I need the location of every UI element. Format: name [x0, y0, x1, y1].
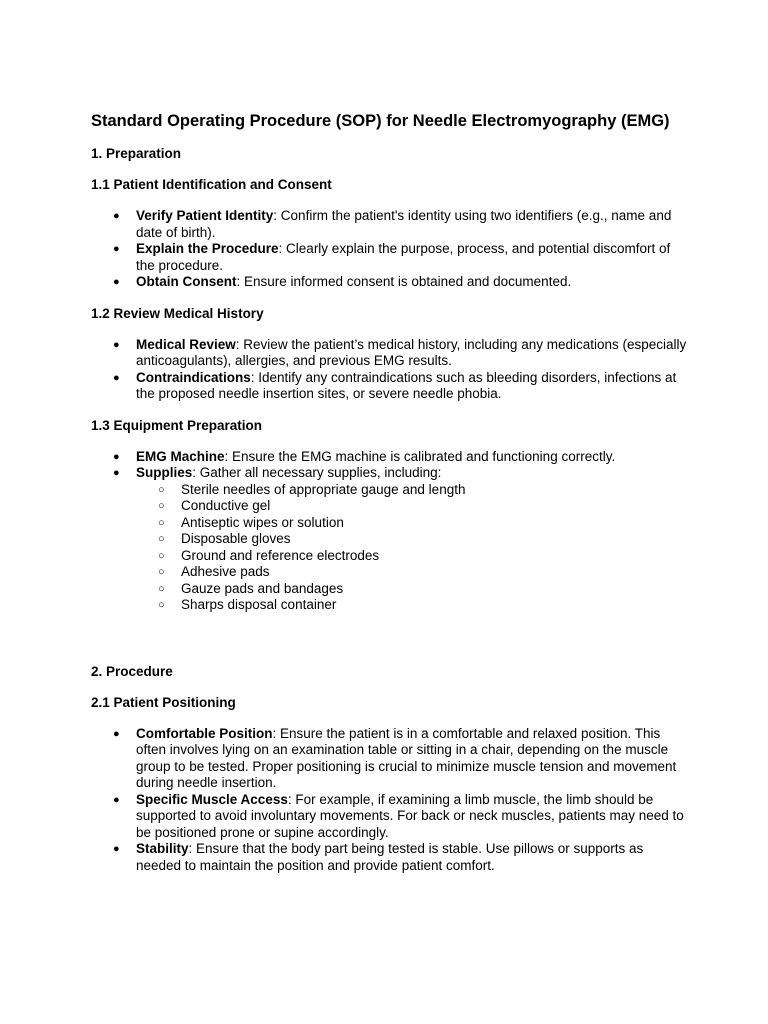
bullet-icon: ● — [113, 450, 120, 463]
section-heading-preparation: 1. Preparation — [91, 146, 182, 161]
supply-item — [136, 482, 691, 499]
document-title: Standard Operating Procedure (SOP) for Needle Electromyography (EMG) — [91, 112, 670, 130]
list-item — [91, 726, 691, 792]
item-term: Stability — [136, 841, 189, 856]
item-term: Verify Patient Identity — [136, 208, 274, 223]
subsection-heading-positioning: 2.1 Patient Positioning — [91, 694, 236, 710]
supply-text: Sterile needles of appropriate gauge and length — [181, 481, 466, 497]
supply-item — [136, 531, 691, 548]
bullet-icon: ● — [113, 793, 120, 806]
circle-bullet-icon: ○ — [158, 599, 165, 611]
section-heading-procedure: 2. Procedure — [91, 663, 173, 679]
circle-bullet-icon: ○ — [158, 582, 165, 595]
item-text: : Review the patient’s medical history, including any medications (especially anticoagulants), allergies, and previous EMG results. — [136, 336, 687, 368]
list-item — [91, 241, 691, 274]
supply-text: Adhesive pads — [181, 564, 270, 579]
supply-text: Disposable gloves — [181, 531, 291, 546]
list-item — [91, 841, 691, 874]
list-item — [91, 337, 691, 370]
list-item — [91, 274, 691, 291]
supplies-sublist — [136, 482, 691, 614]
bullet-icon: ● — [113, 276, 120, 288]
supply-text: Antiseptic wipes or solution — [181, 514, 344, 530]
supply-item — [136, 498, 691, 515]
item-text: : Gather all necessary supplies, including: — [192, 465, 442, 480]
section-spacer — [91, 629, 691, 664]
item-text: : For example, if examining a limb muscle, the limb should be supported to avoid involuntary movements. For back or neck muscles, patients may need to be positioned prone or supine accordingly. — [136, 791, 684, 840]
bullet-icon: ● — [113, 467, 120, 479]
item-term: Specific Muscle Access — [136, 791, 288, 807]
bullet-list-equipment — [91, 449, 691, 614]
item-text: : Ensure the patient is in a comfortable and relaxed position. This often involves lying on an examination table or sitting in a chair, depending on the muscle group to be tested. Proper positioning is crucial to minimize muscle tension and movement during needle insertion. — [136, 725, 677, 790]
list-item — [91, 208, 691, 241]
item-term: EMG Machine — [136, 448, 225, 464]
item-term: Medical Review — [136, 336, 236, 352]
item-text: : Clearly explain the purpose, process, and potential discomfort of the procedure. — [136, 241, 671, 273]
subsection-heading-equipment: 1.3 Equipment Preparation — [91, 417, 263, 433]
subsection-heading-identification: 1.1 Patient Identification and Consent — [91, 177, 332, 192]
item-term: Explain the Procedure — [136, 241, 279, 256]
supply-text: Conductive gel — [181, 498, 271, 513]
supply-item — [136, 548, 691, 565]
supply-item — [136, 597, 691, 614]
bullet-icon: ● — [113, 338, 120, 351]
item-term: Comfortable Position — [136, 725, 273, 741]
item-text: : Ensure that the body part being tested is stable. Use pillows or supports as needed to maintain the position and provide patient comfort. — [136, 841, 644, 873]
circle-bullet-icon: ○ — [158, 500, 165, 512]
subsection-heading-medical-history: 1.2 Review Medical History — [91, 305, 264, 321]
supply-item — [136, 515, 691, 532]
supply-text: Gauze pads and bandages — [181, 580, 344, 596]
bullet-icon: ● — [113, 210, 120, 222]
list-item — [91, 370, 691, 403]
item-text: : Ensure informed consent is obtained and documented. — [236, 274, 572, 289]
list-item — [91, 449, 691, 466]
supply-item — [136, 564, 691, 581]
supply-text: Sharps disposal container — [181, 597, 337, 612]
bullet-icon: ● — [113, 243, 120, 255]
item-text: : Ensure the EMG machine is calibrated and functioning correctly. — [224, 448, 616, 464]
item-text: : Identify any contraindications such as bleeding disorders, infections at the proposed needle insertion sites, or severe needle phobia. — [136, 369, 677, 401]
supply-text: Ground and reference electrodes — [181, 547, 380, 563]
bullet-list-positioning — [91, 726, 691, 875]
bullet-icon: ● — [113, 843, 120, 855]
list-item — [91, 465, 691, 614]
bullet-list-medical-history — [91, 337, 691, 403]
circle-bullet-icon: ○ — [158, 516, 165, 529]
item-text: : Confirm the patient's identity using two identifiers (e.g., name and date of birth). — [136, 208, 672, 240]
bullet-icon: ● — [113, 727, 120, 740]
circle-bullet-icon: ○ — [158, 533, 165, 545]
bullet-list-identification — [91, 208, 691, 291]
circle-bullet-icon: ○ — [158, 566, 165, 578]
item-term: Obtain Consent — [136, 274, 237, 289]
document-content — [91, 110, 691, 889]
item-term: Contraindications — [136, 369, 251, 385]
bullet-icon: ● — [113, 371, 120, 384]
supply-item — [136, 581, 691, 598]
circle-bullet-icon: ○ — [158, 483, 165, 496]
item-term: Supplies — [136, 465, 193, 480]
circle-bullet-icon: ○ — [158, 549, 165, 562]
list-item — [91, 792, 691, 842]
